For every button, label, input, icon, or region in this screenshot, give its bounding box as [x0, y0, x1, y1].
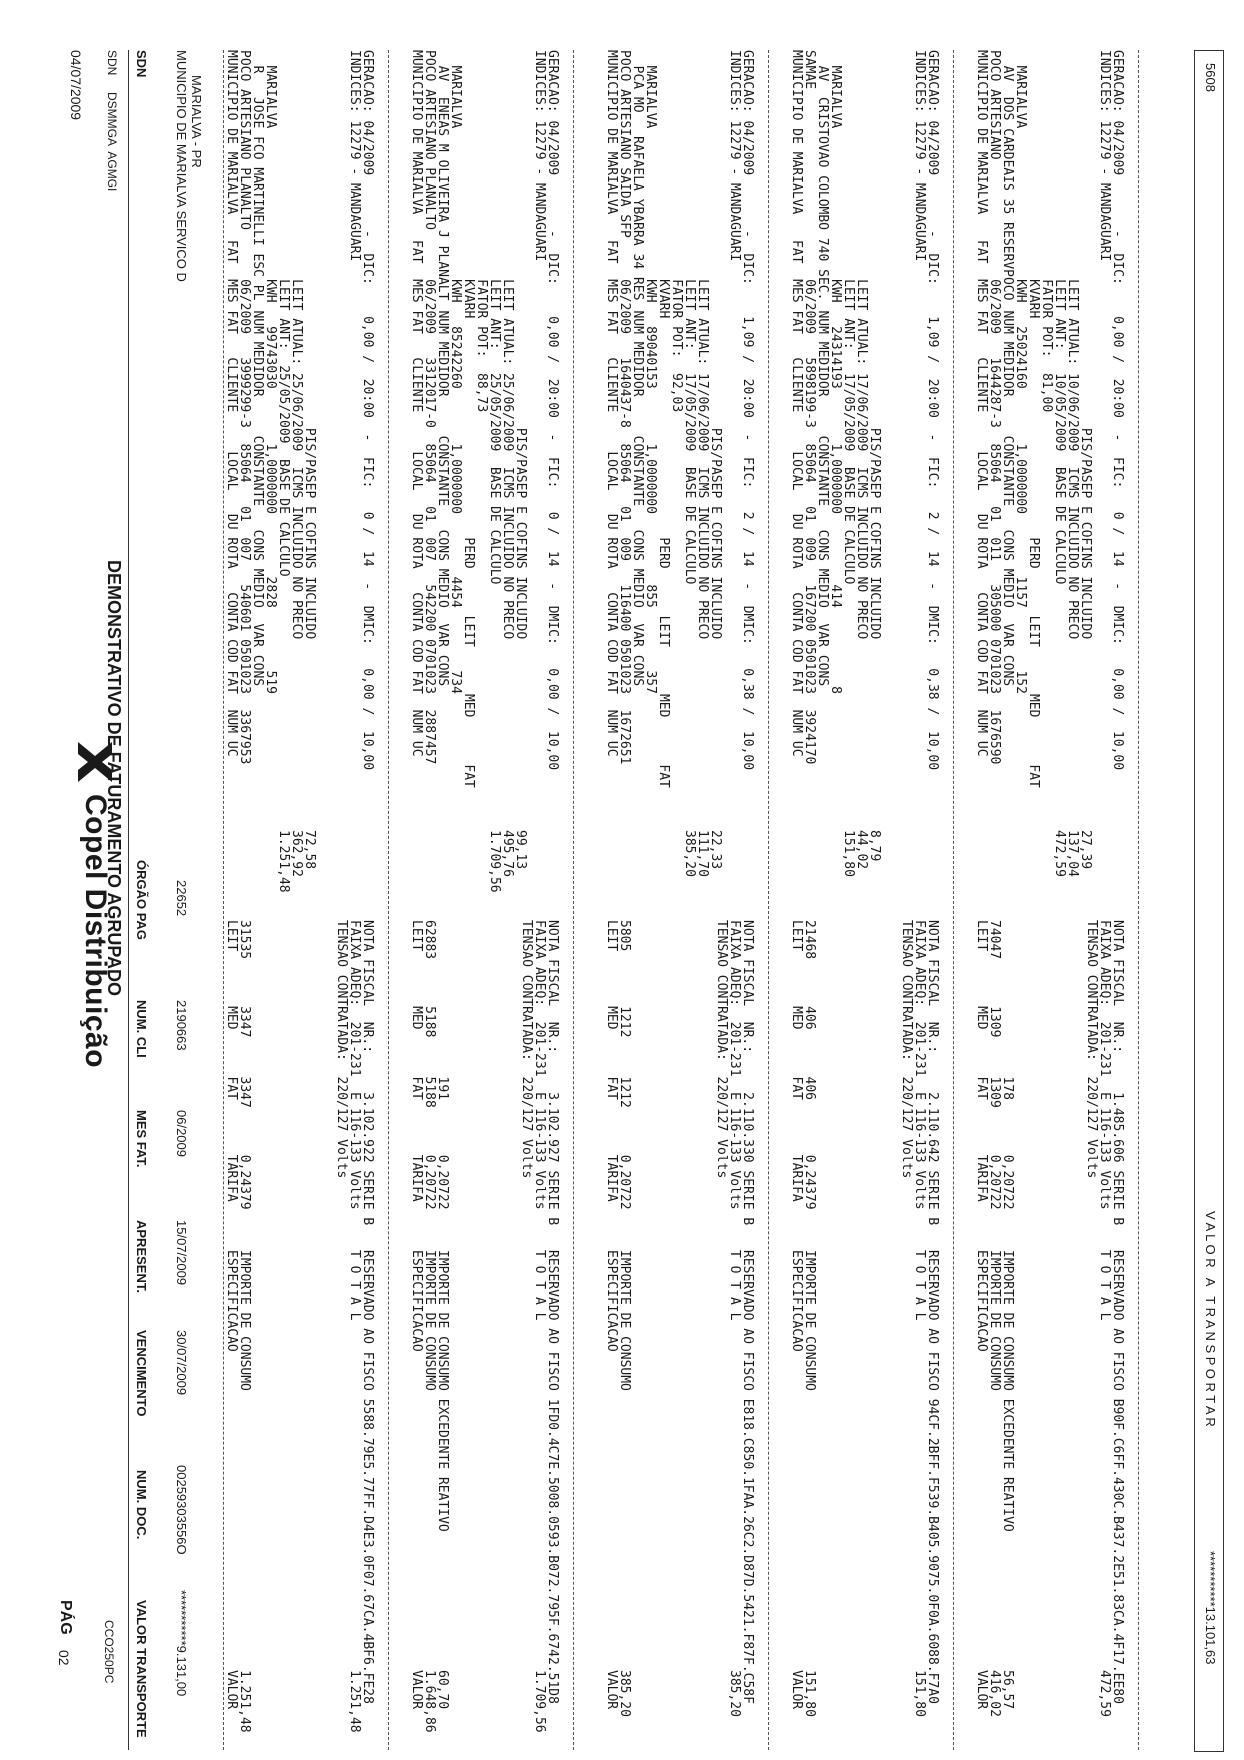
unit-value: VALOR	[789, 1670, 804, 1710]
unit-detail-line: LEIT ANT: 17/05/2009 BASE DE CALCULO	[682, 240, 697, 585]
unit-detail-line: FATOR POT: 81,00	[1039, 240, 1054, 413]
unit-measure-line: LEIT MED FAT TARIFA	[789, 920, 804, 1202]
unit-tension-line: NOTA FISCAL NR.: 3.102.927 SERIE B	[545, 920, 560, 1226]
unit-base-value: 472,59	[1052, 830, 1067, 877]
unit-total-label: T O T A L	[912, 1250, 927, 1321]
unit-detail-line: FAT MES FAT CLIENTE LOCAL DU ROTA CONTA COD FAT NUM UC	[224, 240, 239, 757]
unit-tension-line: NOTA FISCAL NR.: 3.102.922 SERIE B	[360, 920, 375, 1226]
unit-base-value: 27,39	[1078, 830, 1093, 870]
unit-reserved-code: RESERVADO AO FISCO 5588.79E5.77FF.D4E3.0F07.67CA.4BF6.FE28	[360, 1250, 375, 1704]
unit-measure-line: LEIT MED FAT TARIFA	[409, 920, 424, 1202]
unit-tension-line: TENSAO CONTRATADA: 220/127 Volts	[334, 920, 349, 1179]
unit-indices: INDICES: 12279 - MANDAGUARI	[532, 50, 547, 262]
separator	[768, 50, 769, 1750]
unit-measure-line: 178 0,20722	[1000, 920, 1015, 1210]
unit-base-value: 137,04	[1065, 830, 1080, 877]
col-vencimento: VENCIMENTO	[134, 1330, 149, 1417]
unit-total-label: T O T A L	[347, 1250, 362, 1321]
unit-reserved-code: RESERVADO AO FISCO E818.C850.1FAA.26C2.D87D.5421.F87F.C58F	[740, 1250, 755, 1704]
unit-total-value: 1.709,56	[532, 1670, 547, 1733]
unit-measure-line: 191 0,20722	[435, 920, 450, 1210]
unit-detail-line: PIS/PASEP E COFINS INCLUIDO	[1078, 240, 1093, 640]
unit-spec-line: IMPORTE DE CONSUMO	[237, 1250, 252, 1391]
unit-measure-line: LEIT MED FAT TARIFA	[974, 920, 989, 1202]
unit-spec-line: IMPORTE DE CONSUMO	[802, 1250, 817, 1391]
unit-tension-line: TENSAO CONTRATADA: 220/127 Volts	[519, 920, 534, 1179]
unit-address-line: R JOSE FCO MARTINELLI ESC PL	[250, 50, 265, 301]
unit-measure-line: 5805 1212 1212 0,20722	[617, 920, 632, 1210]
col-valor-transporte: VALOR TRANSPORTE	[134, 1600, 149, 1738]
unit-detail-line: LEIT ANT: 17/05/2009 BASE DE CALCULO	[841, 240, 856, 585]
unit-tension-line: NOTA FISCAL NR.: 1.485.606 SERIE B	[1110, 920, 1125, 1226]
unit-geracao: GERACAO: 04/2009 - DIC: 1,09 / 20:00 - FIC: 2 / 14 - DMIC: 0,38 / 10,00	[740, 50, 755, 771]
unit-detail-line: PIS/PASEP E COFINS INCLUIDO	[867, 240, 882, 640]
unit-reserved-code: RESERVADO AO FISCO 1FD0.4C7E.5008.0593.B072.795F.6742.51D8	[545, 1250, 560, 1704]
unit-detail-line: FATOR POT: 88,73	[474, 240, 489, 413]
unit-spec-line: IMPORTE DE CONSUMO	[617, 1250, 632, 1391]
summary-orgao: 22652	[174, 880, 189, 917]
unit-value: VALOR	[224, 1670, 239, 1710]
unit-measure-line: 74047 1309 1309 0,20722	[987, 920, 1002, 1210]
unit-tension-line: FAIXA ADEQ: 201-231 E 116-133 Volts	[912, 920, 927, 1210]
unit-detail-line: LEIT ATUAL: 25/06/2009 ICMS INCLUIDO NO PRECO	[289, 240, 304, 640]
unit-detail-line: KWH 99743030 1,0000000 2828 519	[263, 240, 278, 694]
unit-detail-line: PIS/PASEP E COFINS INCLUIDO	[513, 240, 528, 640]
unit-geracao: GERACAO: 04/2009 - DIC: 0,00 / 20:00 - FIC: 0 / 14 - DMIC: 0,00 / 10,00	[1110, 50, 1125, 771]
unit-value: 56,57	[1000, 1670, 1015, 1710]
summary-num-doc: 00259303556O	[174, 1465, 189, 1555]
unit-tension-line: FAIXA ADEQ: 201-231 E 116-133 Volts	[727, 920, 742, 1210]
unit-address-line: MUNICIPIO DE MARIALVA	[409, 50, 424, 215]
unit-base-value: 385,20	[682, 830, 697, 877]
unit-base-value: 1.251,48	[276, 830, 291, 893]
unit-address-line: MUNICIPIO DE MARIALVA	[974, 50, 989, 215]
unit-measure-line: 31535 3347 3347 0,24379	[237, 920, 252, 1210]
unit-value: 1.251,48	[237, 1670, 252, 1733]
unit-detail-line: 06/2009 1640437-8 85064 01 009 116400 0501023 1672651	[617, 240, 632, 765]
unit-base-value: 8,79	[867, 830, 882, 862]
unit-detail-line: PIS/PASEP E COFINS INCLUIDO	[302, 240, 317, 640]
unit-indices: INDICES: 12279 - MANDAGUARI	[347, 50, 362, 262]
unit-detail-line: PIS/PASEP E COFINS INCLUIDO	[708, 240, 723, 640]
report-code: CCO250PC	[102, 1620, 116, 1684]
separator	[388, 50, 389, 1750]
summary-city: MARIALVA - PR	[189, 75, 204, 168]
unit-base-value: 1.709,56	[487, 830, 502, 893]
unit-value: 416,02	[987, 1670, 1002, 1717]
summary-vencimento: 30/07/2009	[174, 1330, 189, 1396]
col-num-cli: NUM. CLI	[134, 1000, 149, 1058]
unit-reserved-code: RESERVADO AO FISCO 94CF.2BFF.F539.B405.9075.0F0A.6088.F7A0	[925, 1250, 940, 1704]
unit-tension-line: TENSAO CONTRATADA: 220/127 Volts	[1084, 920, 1099, 1179]
unit-spec-line: ESPECIFICACAO	[224, 1250, 239, 1352]
unit-detail-line: KWH 85242260 1,0000000 4454 734	[448, 240, 463, 694]
unit-tension-line: TENSAO CONTRATADA: 220/127 Volts	[714, 920, 729, 1179]
summary-apresent: 15/07/2009	[174, 1220, 189, 1286]
report-title: DEMONSTRATIVO DE FATURAMENTO AGRUPADO	[104, 560, 124, 996]
unit-address-line: MARIALVA	[448, 50, 463, 129]
unit-reserved-code: RESERVADO AO FISCO B90F.C6FF.430C.B437.2E51.83CA.4F17.EE80	[1110, 1250, 1125, 1704]
unit-spec-line: IMPORTE DE CONSUMO	[987, 1250, 1002, 1391]
header-codes: SDN DSMMGA AGMGI	[105, 50, 119, 192]
brand-name: Copel Distribuição	[79, 794, 112, 1069]
summary-mes-fat: 06/2009	[174, 1110, 189, 1157]
unit-tension-line: TENSAO CONTRATADA: 220/127 Volts	[899, 920, 914, 1179]
footer-label: V A L O R A T R A N S P O R T A R	[1203, 1211, 1218, 1427]
unit-geracao: GERACAO: 04/2009 - DIC: 0,00 / 20:00 - FIC: 0 / 14 - DMIC: 0,00 / 10,00	[545, 50, 560, 771]
unit-detail-line: 06/2009 3312017-0 85064 01 007 542200 0701023 2887457	[422, 240, 437, 765]
unit-base-value: 72,58	[302, 830, 317, 870]
col-apresent: APRESENT.	[134, 1220, 149, 1293]
unit-address-line: AV ENEAS M OLIVEIRA J PLANALT	[435, 50, 450, 301]
unit-detail-line: LEIT ANT: 25/05/2009 BASE DE CALCULO	[276, 240, 291, 577]
col-sdn: SDN	[134, 50, 149, 78]
unit-spec-line: IMPORTE DE CONSUMO	[422, 1250, 437, 1391]
unit-detail-line: LEIT ATUAL: 17/06/2009 ICMS INCLUIDO NO PRECO	[854, 240, 869, 640]
unit-detail-line: KWH 24314193 1,0000000 414 8	[828, 240, 843, 694]
unit-detail-line: LEIT ANT: 25/05/2009 BASE DE CALCULO	[487, 240, 502, 585]
unit-spec-line: IMPORTE DE CONSUMO EXCEDENTE REATIVO	[435, 1250, 450, 1532]
unit-base-value: 44,02	[854, 830, 869, 870]
unit-value: VALOR	[974, 1670, 989, 1710]
summary-client: MUNICIPIO DE MARIALVA SERVICO D	[174, 50, 189, 282]
unit-detail-line: LEIT ATUAL: 10/06/2009 ICMS INCLUIDO NO PRECO	[1065, 240, 1080, 640]
unit-detail-line: LEIT ANT: 10/05/2009 BASE DE CALCULO	[1052, 240, 1067, 585]
unit-value: 60,70	[435, 1670, 450, 1710]
unit-address-line: POCO ARTESIANO PLANALTO	[422, 50, 437, 231]
unit-detail-line: KWH 89040153 1,0000000 855 357	[643, 240, 658, 694]
unit-base-value: 495,76	[500, 830, 515, 877]
unit-tension-line: FAIXA ADEQ: 201-231 E 116-133 Volts	[1097, 920, 1112, 1210]
unit-address-line: MUNICIPIO DE MARIALVA	[604, 50, 619, 215]
unit-measure-line: LEIT MED FAT TARIFA	[604, 920, 619, 1202]
unit-total-value: 1.251,48	[347, 1670, 362, 1733]
unit-detail-line: KVARH PERD LEIT MED FAT	[1026, 240, 1041, 788]
unit-detail-line: NUM MEDIDOR CONSTANTE CONS MEDIO VAR CONS	[1000, 240, 1015, 687]
col-orgao-pag: ÓRGÃO PAG	[134, 860, 149, 940]
unit-address-line: MARIALVA	[828, 50, 843, 129]
unit-value: 1.648,86	[422, 1670, 437, 1733]
unit-detail-line: NUM MEDIDOR CONSTANTE CONS MEDIO VAR CONS	[630, 240, 645, 687]
unit-total-value: 385,20	[727, 1670, 742, 1717]
page-number: 02	[56, 1650, 72, 1666]
unit-base-value: 151,80	[841, 830, 856, 877]
unit-address-line: POCO ARTESIANO PLANALTO	[237, 50, 252, 231]
unit-detail-line: KVARH PERD LEIT MED FAT	[461, 240, 476, 788]
unit-address-line: MUNICIPIO DE MARIALVA	[789, 50, 804, 215]
unit-detail-line: NUM MEDIDOR CONSTANTE CONS MEDIO VAR CONS	[250, 240, 265, 687]
unit-address-line: MARIALVA	[1013, 50, 1028, 129]
unit-address-line: SAMAE	[802, 50, 817, 90]
unit-spec-line: ESPECIFICACAO	[974, 1250, 989, 1352]
unit-measure-line: 21468 406 406 0,24379	[802, 920, 817, 1210]
footer-left-code: 5608	[1203, 63, 1218, 92]
unit-spec-line: ESPECIFICACAO	[789, 1250, 804, 1352]
unit-detail-line: FAT MES FAT CLIENTE LOCAL DU ROTA CONTA COD FAT NUM UC	[604, 240, 619, 757]
col-mes-fat: MES FAT.	[134, 1110, 149, 1168]
unit-address-line: AV CRISTOVAO COLOMBO 740 SEC.	[815, 50, 830, 301]
summary-num-cli: 2190663	[174, 1000, 189, 1051]
unit-total-label: T O T A L	[532, 1250, 547, 1321]
unit-detail-line: KWH 25024160 1,0000000 1157 152	[1013, 240, 1028, 694]
unit-detail-line: FAT MES FAT CLIENTE LOCAL DU ROTA CONTA COD FAT NUM UC	[409, 240, 424, 757]
unit-total-value: 151,80	[912, 1670, 927, 1717]
unit-detail-line: LEIT ATUAL: 17/06/2009 ICMS INCLUIDO NO PRECO	[695, 240, 710, 640]
unit-spec-line: ESPECIFICACAO	[604, 1250, 619, 1352]
unit-base-value: 99,13	[513, 830, 528, 870]
unit-value: 385,20	[617, 1670, 632, 1717]
unit-address-line: MARIALVA	[643, 50, 658, 129]
unit-detail-line: FAT MES FAT CLIENTE LOCAL DU ROTA CONTA COD FAT NUM UC	[789, 240, 804, 757]
report-date: 04/07/2009	[68, 50, 84, 121]
unit-detail-line: 06/2009 3999299-3 85064 01 007 540601 0501023 3367953	[237, 240, 252, 765]
unit-address-line: POCO ARTESIANO	[987, 50, 1002, 160]
col-num-doc: NUM. DOC.	[134, 1470, 149, 1540]
unit-geracao: GERACAO: 04/2009 - DIC: 0,00 / 20:00 - FIC: 0 / 14 - DMIC: 0,00 / 10,00	[360, 50, 375, 771]
unit-detail-line: FATOR POT: 92,03	[669, 240, 684, 413]
unit-measure-line: 62883 5188 5188 0,20722	[422, 920, 437, 1210]
unit-indices: INDICES: 12279 - MANDAGUARI	[912, 50, 927, 262]
page-label: PÁG	[57, 1600, 74, 1635]
separator	[953, 50, 954, 1750]
unit-base-value: 22,33	[708, 830, 723, 870]
unit-detail-line: NUM MEDIDOR CONSTANTE CONS MEDIO VAR CONS	[435, 240, 450, 687]
footer-box	[1194, 50, 1224, 1752]
unit-detail-line: 06/2009 5898199-3 85064 01 009 167200 0501023 3924170	[802, 240, 817, 765]
unit-base-value: 362,92	[289, 830, 304, 877]
unit-address-line: PCA MO RAFAELA YBARRA 34 RES	[630, 50, 645, 301]
unit-value: 151,80	[802, 1670, 817, 1717]
unit-address-line: AV DOS CARDEAIS 35 RESERVPOCO	[1000, 50, 1015, 301]
header-rule	[128, 50, 129, 1750]
unit-address-line: MARIALVA	[263, 50, 278, 129]
unit-indices: INDICES: 12279 - MANDAGUARI	[1097, 50, 1112, 262]
unit-total-value: 472,59	[1097, 1670, 1112, 1717]
unit-detail-line: NUM MEDIDOR CONSTANTE CONS MEDIO VAR CONS	[815, 240, 830, 687]
unit-measure-line: LEIT MED FAT TARIFA	[224, 920, 239, 1202]
unit-tension-line: NOTA FISCAL NR.: 2.110.642 SERIE B	[925, 920, 940, 1226]
separator	[1138, 50, 1139, 1750]
unit-geracao: GERACAO: 04/2009 - DIC: 1,09 / 20:00 - FIC: 2 / 14 - DMIC: 0,38 / 10,00	[925, 50, 940, 771]
unit-spec-line: ESPECIFICACAO	[409, 1250, 424, 1352]
unit-spec-line: IMPORTE DE CONSUMO EXCEDENTE REATIVO	[1000, 1250, 1015, 1532]
unit-indices: INDICES: 12279 - MANDAGUARI	[727, 50, 742, 262]
unit-value: VALOR	[604, 1670, 619, 1710]
unit-detail-line: 06/2009 1644287-3 85064 01 011 305000 0701023 1676590	[987, 240, 1002, 765]
footer-value: ***********13.101,63	[1203, 1551, 1218, 1665]
unit-value: VALOR	[409, 1670, 424, 1710]
unit-address-line: MUNICIPIO DE MARIALVA	[224, 50, 239, 215]
unit-tension-line: FAIXA ADEQ: 201-231 E 116-133 Volts	[347, 920, 362, 1210]
unit-detail-line: FAT MES FAT CLIENTE LOCAL DU ROTA CONTA COD FAT NUM UC	[974, 240, 989, 757]
summary-valor: ***********9.131,00	[174, 1590, 189, 1697]
unit-detail-line: KVARH PERD LEIT MED FAT	[656, 240, 671, 788]
unit-tension-line: FAIXA ADEQ: 201-231 E 116-133 Volts	[532, 920, 547, 1210]
unit-total-label: T O T A L	[1097, 1250, 1112, 1321]
unit-detail-line: LEIT ATUAL: 25/06/2009 ICMS INCLUIDO NO PRECO	[500, 240, 515, 640]
separator	[573, 50, 574, 1750]
unit-total-label: T O T A L	[727, 1250, 742, 1321]
unit-tension-line: NOTA FISCAL NR.: 2.110.330 SERIE B	[740, 920, 755, 1226]
unit-base-value: 111,70	[695, 830, 710, 877]
unit-address-line: POCO ARTESIANO SAIDA SFP	[617, 50, 632, 238]
